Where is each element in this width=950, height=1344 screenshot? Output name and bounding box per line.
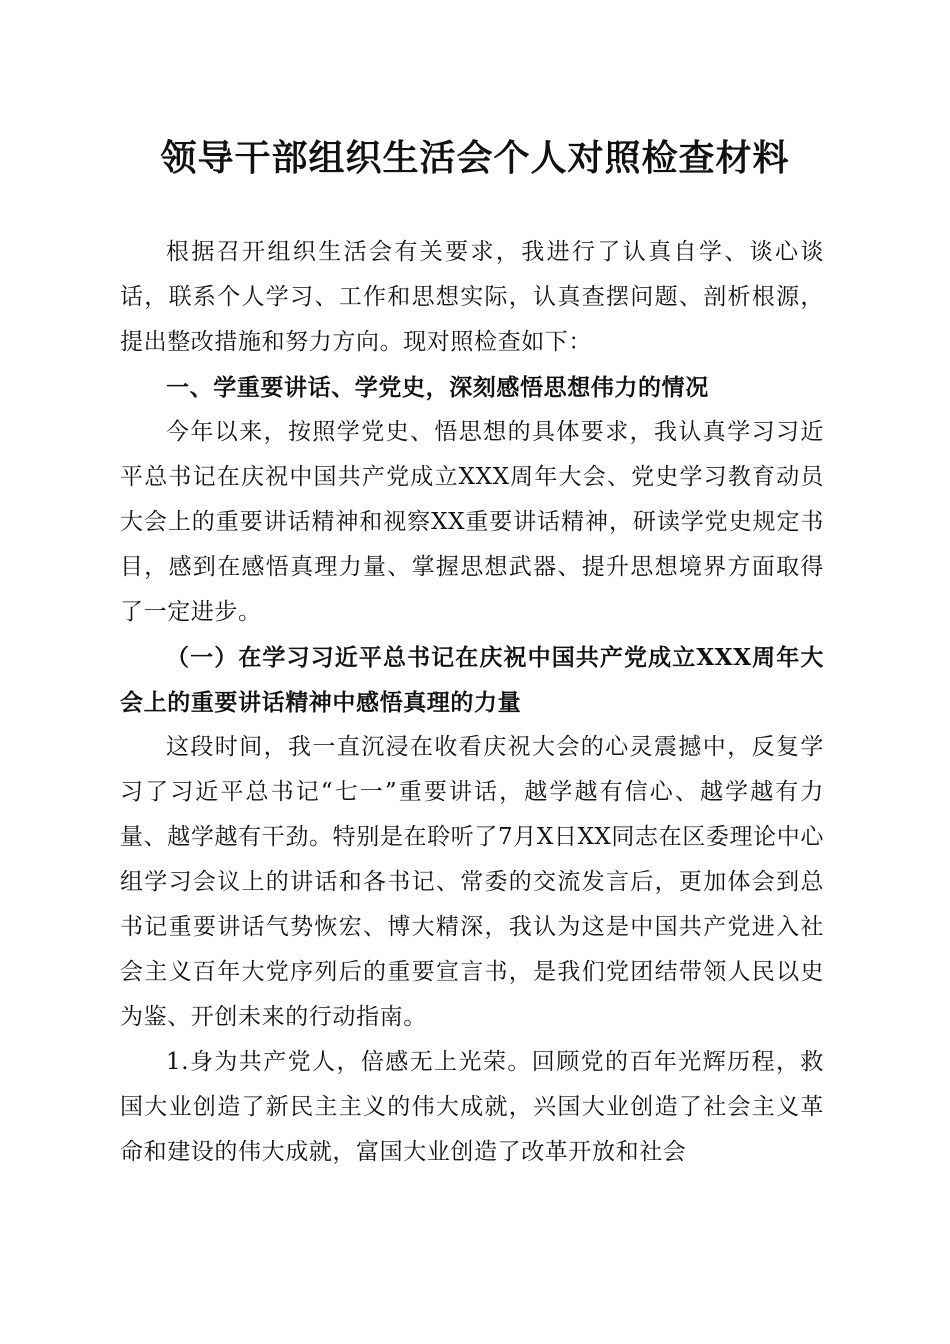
document-body [120, 230, 824, 1175]
section-1-paragraph: 今年以来，按照学党史、悟思想的具体要求，我认真学习习近平总书记在庆祝中国共产党成立XXX周年大会、党史学习教育动员大会上的重要讲话精神和视察XX重要讲话精神，研读学党史规定书目，感到在感悟真理力量、掌握思想武器、提升思想境界方面取得了一定进步。 [120, 419, 824, 625]
document-title: 领导干部组织生活会个人对照检查材料 [160, 137, 790, 179]
point-1-paragraph: 1.身为共产党人，倍感无上光荣。回顾党的百年光辉历程，救国大业创造了新民主主义的伟大成就，兴国大业创造了社会主义革命和建设的伟大成就，富国大业创造了改革开放和社会 [120, 1049, 824, 1165]
intro-paragraph: 根据召开组织生活会有关要求，我进行了认真自学、谈心谈话，联系个人学习、工作和思想实际，认真查摆问题、剖析根源，提出整改措施和努力方向。现对照检查如下： [120, 239, 824, 355]
section-heading-1: 一、学重要讲话、学党史，深刻感悟思想伟力的情况 [166, 374, 709, 401]
subsection-1-paragraph: 这段时间，我一直沉浸在收看庆祝大会的心灵震撼中，反复学习了习近平总书记“七一”重要讲话，越学越有信心、越学越有力量、越学越有干劲。特别是在聆听了7月X日XX同志在区委理论中心组学习会议上的讲话和各书记、常委的交流发言后，更加体会到总书记重要讲话气势恢宏、博大精深，我认为这是中国共产党进入社会主义百年大党序列后的重要宣言书，是我们党团结带领人民以史为鉴、开创未来的行动指南。 [120, 734, 824, 1030]
subsection-heading-1: （一）在学习习近平总书记在庆祝中国共产党成立XXX周年大会上的重要讲话精神中感悟真理的力量 [120, 644, 824, 716]
